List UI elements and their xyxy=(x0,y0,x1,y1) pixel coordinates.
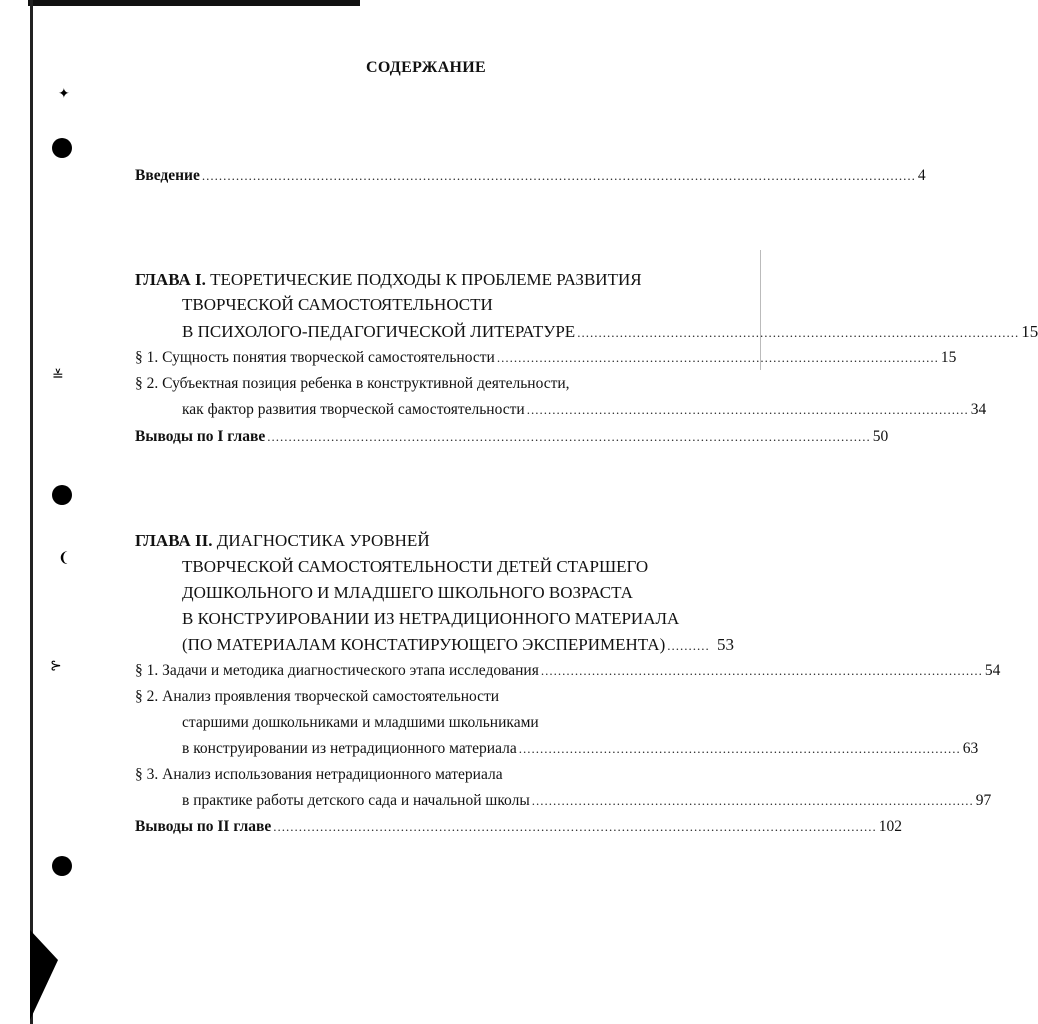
chapter-title-line: ДОШКОЛЬНОГО И МЛАДШЕГО ШКОЛЬНОГО ВОЗРАСТА xyxy=(182,583,633,602)
toc-page-number: 97 xyxy=(975,792,992,809)
page-title: СОДЕРЖАНИЕ xyxy=(365,59,487,76)
toc-entry-label: в конструировании из нетрадиционного материала xyxy=(182,740,517,757)
punch-hole xyxy=(52,138,72,158)
toc-entry-label: Выводы по I главе xyxy=(135,428,266,445)
toc-entry-ch1-conclusions xyxy=(135,427,889,447)
toc-entry-label: Введение xyxy=(135,167,200,184)
chapter-title-line: ТЕОРЕТИЧЕСКИЕ ПОДХОДЫ К ПРОБЛЕМЕ РАЗВИТИЯ xyxy=(210,270,642,289)
toc-entry-ch2-s1 xyxy=(135,661,1001,681)
toc-entry-ch1-s2-line2 xyxy=(182,400,987,420)
toc-entry-label: § 1. Задачи и методика диагностического этапа исследования xyxy=(135,662,539,679)
toc-chapter-1-line2 xyxy=(182,295,734,315)
dot-leader: ........................................................................................................ xyxy=(496,350,939,365)
toc-entry-ch2-s3-line2 xyxy=(182,791,992,811)
toc-page-number: 63 xyxy=(962,740,979,757)
dot-leader: ........................................................................................................................................................................ xyxy=(201,168,916,183)
toc-chapter-2-line2 xyxy=(182,557,734,577)
scan-speck: ⊱ xyxy=(50,659,62,674)
chapter-title-line: ТВОРЧЕСКОЙ САМОСТОЯТЕЛЬНОСТИ xyxy=(182,295,493,314)
toc-page-number: 34 xyxy=(970,401,987,418)
chapter-title-line: ДИАГНОСТИКА УРОВНЕЙ xyxy=(216,531,430,550)
toc-entry-ch2-conclusions xyxy=(135,817,903,837)
toc-page-number: 15 xyxy=(1021,322,1038,341)
toc-entry-intro xyxy=(135,166,926,186)
toc-page-number: 50 xyxy=(872,428,889,445)
scan-speck: ❨ xyxy=(58,551,70,566)
scan-edge-top xyxy=(28,0,360,6)
dot-leader: ........................................................................................................ xyxy=(577,325,1020,340)
toc-entry-label: Выводы по II главе xyxy=(135,818,272,835)
scan-corner-shadow xyxy=(30,930,58,1020)
chapter-title-line: ТВОРЧЕСКОЙ САМОСТОЯТЕЛЬНОСТИ ДЕТЕЙ СТАРШЕГО xyxy=(182,557,649,576)
toc-entry-ch2-s3-line1 xyxy=(135,765,734,785)
dot-leader: ........................................................................................................ xyxy=(518,741,961,756)
toc-page-number: 4 xyxy=(917,167,926,184)
chapter-title-line: В КОНСТРУИРОВАНИИ ИЗ НЕТРАДИЦИОННОГО МАТЕРИАЛА xyxy=(182,609,680,628)
toc-chapter-2-line4 xyxy=(182,609,734,629)
toc-entry-ch2-s2-line3 xyxy=(182,739,979,759)
toc-page-number: 53 xyxy=(717,635,734,654)
toc-entry-ch1-s2-line1 xyxy=(135,374,734,394)
scan-speck: ✦ xyxy=(58,87,70,102)
toc-entry-label: § 2. Субъектная позиция ребенка в конструктивной деятельности, xyxy=(135,375,570,392)
toc-entry-ch2-s2-line1 xyxy=(135,687,734,707)
toc-entry-label: § 3. Анализ использования нетрадиционного материала xyxy=(135,766,503,783)
punch-hole xyxy=(52,856,72,876)
toc-entry-label: как фактор развития творческой самостоятельности xyxy=(182,401,525,418)
punch-hole xyxy=(52,485,72,505)
scan-edge-left xyxy=(30,0,33,1024)
toc-chapter-1-line3 xyxy=(182,322,1038,343)
dot-leader: ........................................................................................................ xyxy=(531,793,974,808)
toc-chapter-2-line3 xyxy=(182,583,734,603)
chapter-title-line: (ПО МАТЕРИАЛАМ КОНСТАТИРУЮЩЕГО ЭКСПЕРИМЕНТА) xyxy=(182,635,666,654)
toc-chapter-1-heading xyxy=(135,270,734,290)
scan-speck: ≚ xyxy=(52,369,64,384)
dot-leader: .......... xyxy=(667,638,710,653)
toc-entry-label: § 1. Сущность понятия творческой самостоятельности xyxy=(135,349,495,366)
toc-entry-label: в практике работы детского сада и начальной школы xyxy=(182,792,530,809)
dot-leader: .............................................................................................................................................. xyxy=(273,819,877,834)
dot-leader: ........................................................................................................ xyxy=(540,663,983,678)
toc-page-number: 54 xyxy=(984,662,1001,679)
toc-page-number: 15 xyxy=(940,349,957,366)
toc-entry-label: § 2. Анализ проявления творческой самостоятельности xyxy=(135,688,500,705)
toc-entry-ch1-s1 xyxy=(135,348,957,368)
toc-page-number: 102 xyxy=(878,818,903,835)
chapter-prefix: ГЛАВА I. xyxy=(135,270,206,289)
dot-leader: ........................................................................................................ xyxy=(526,402,969,417)
toc-chapter-2-heading xyxy=(135,531,734,551)
toc-entry-ch2-s2-line2 xyxy=(182,713,734,733)
toc-entry-label: старшими дошкольниками и младшими школьниками xyxy=(182,714,539,731)
chapter-prefix: ГЛАВА II. xyxy=(135,531,213,550)
chapter-title-line: В ПСИХОЛОГО-ПЕДАГОГИЧЕСКОЙ ЛИТЕРАТУРЕ xyxy=(182,322,576,341)
dot-leader: .............................................................................................................................................. xyxy=(267,429,871,444)
toc-chapter-2-line5 xyxy=(182,635,734,656)
